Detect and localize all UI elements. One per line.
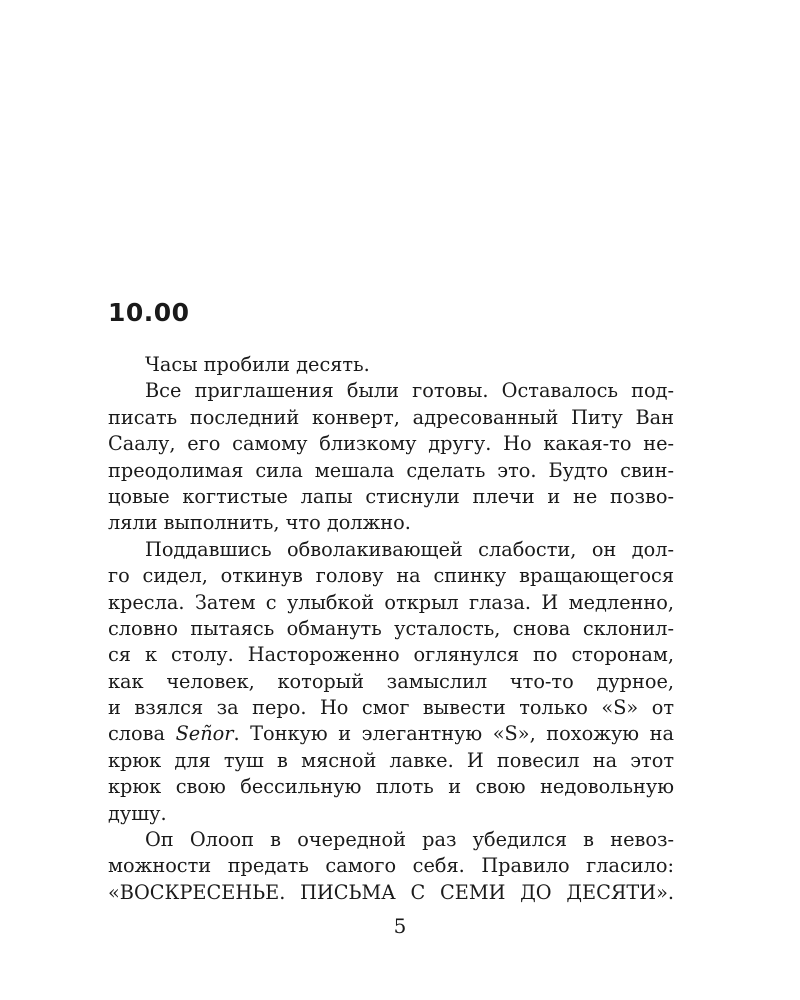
text-line: ся к столу. Настороженно оглянулся по сторонам, — [108, 643, 674, 667]
text-line: крюк свою бессильную плоть и свою недовольную — [108, 775, 674, 799]
text-line: словно пытаясь обмануть усталость, снова склонил- — [108, 616, 674, 640]
text-line: Все приглашения были готовы. Оставалось под- — [145, 379, 674, 403]
chapter-heading: 10.00 — [108, 298, 190, 327]
text-line: «ВОСКРЕСЕНЬЕ. ПИСЬМА С СЕМИ ДО ДЕСЯТИ». — [108, 880, 674, 904]
text-line: Поддавшись обволакивающей слабости, он дол- — [145, 537, 674, 561]
text-line: Оп Олооп в очередной раз убедился в невоз- — [145, 828, 674, 852]
text-line: можности предать самого себя. Правило гласило: — [108, 854, 674, 878]
body-text — [108, 352, 674, 906]
text-line: ляли выполнить, что должно. — [108, 511, 411, 535]
text-line: слова Señor. Тонкую и элегантную «S», похожую на — [108, 722, 674, 746]
text-line: душу. — [108, 801, 167, 825]
text-line: и взялся за перо. Но смог вывести только «S» от — [108, 696, 674, 720]
page-number: 5 — [393, 914, 407, 938]
text-line: Саалу, его самому близкому другу. Но какая-то не- — [108, 432, 674, 456]
text-line: Часы пробили десять. — [145, 353, 370, 376]
text-line: преодолимая сила мешала сделать это. Будто свин- — [108, 458, 674, 482]
text-line: цовые когтистые лапы стиснули плечи и не позво- — [108, 484, 674, 508]
text-line: как человек, который замыслил что-то дурное, — [108, 669, 674, 693]
text-line: крюк для туш в мясной лавке. И повесил на этот — [108, 748, 674, 772]
text-line: писать последний конверт, адресованный Питу Ван — [108, 405, 674, 429]
text-line: го сидел, откинув голову на спинку вращающегося — [108, 564, 674, 588]
text-line: кресла. Затем с улыбкой открыл глаза. И медленно, — [108, 590, 674, 614]
